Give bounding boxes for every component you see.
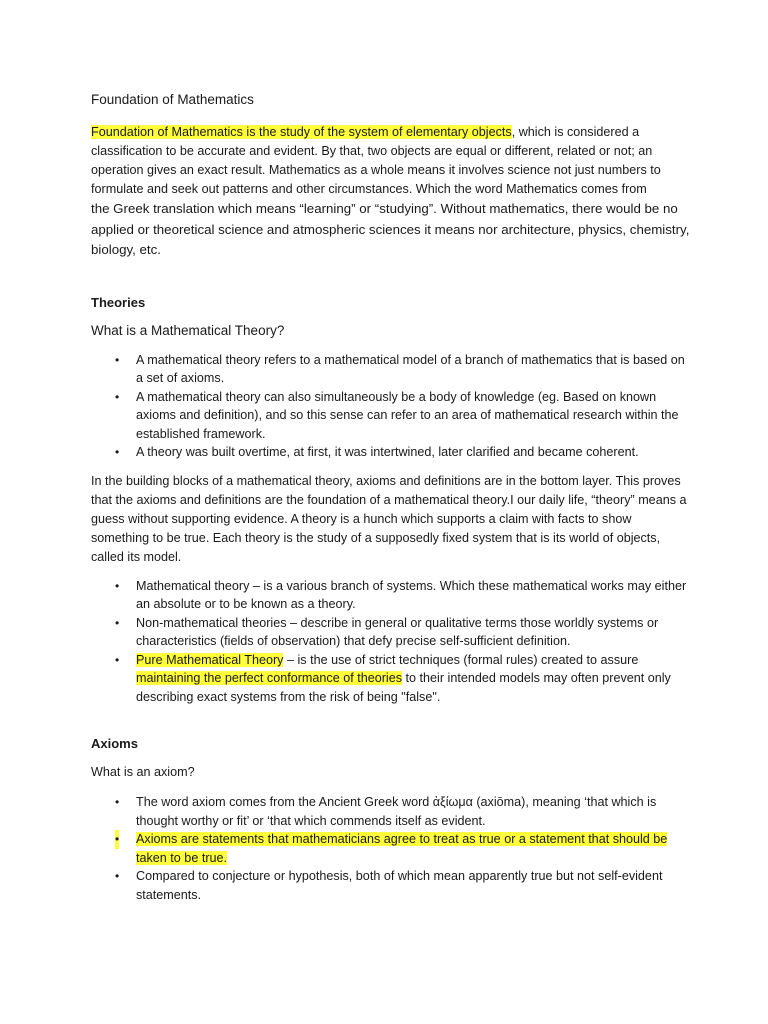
- bullet-icon: •: [115, 795, 120, 809]
- intro-paragraph-2: the Greek translation which means “learning” or “studying”. Without mathematics, there would be no applied or theoretical science and atmospheric sciences it means nor architecture, physics, chemistry, biology, etc.: [91, 201, 690, 257]
- list-item-text: Compared to conjecture or hypothesis, both of which mean apparently true but not self-evident statements.: [136, 869, 663, 902]
- list-item-text: The word axiom comes from the Ancient Greek word ἀξίωμα (axiōma), meaning ‘that which is thought worthy or fit’ or ‘that which commends itself as evident.: [136, 795, 657, 828]
- list-item: [91, 443, 691, 462]
- theories-question: What is a Mathematical Theory?: [91, 322, 285, 338]
- list-item: [91, 351, 691, 388]
- pure-theory-highlight: Pure Mathematical Theory: [136, 652, 284, 667]
- list-item-text: Non-mathematical theories – describe in general or qualitative terms those worldly systems or characteristics (fields of observation) that defy precise self-sufficient definition.: [136, 615, 659, 648]
- list-item-text: to their intended models may often prevent only describing exact systems from the risk of being "false".: [136, 671, 671, 704]
- bullet-icon: •: [115, 352, 120, 367]
- axiom-definition-highlight: Axioms are statements that mathematicians agree to treat as true or a statement that should be taken to be true.: [136, 832, 668, 865]
- list-item: [91, 614, 691, 651]
- list-item: [91, 651, 691, 707]
- list-item: [91, 577, 691, 614]
- conformance-highlight: maintaining the perfect conformance of theories: [136, 671, 403, 685]
- theories-paragraph: In the building blocks of a mathematical theory, axioms and definitions are in the bottom layer. This proves that the axioms and definitions are the foundation of a mathematical theory.I our daily life, “theory” means a guess without supporting evidence. A theory is a hunch which supports a claim with facts to show something to be true. Each theory is the study of a supposedly fixed system that is its world of objects, called its model.: [91, 473, 687, 564]
- theories-list-2: [91, 577, 691, 707]
- axioms-heading: Axioms: [91, 736, 138, 751]
- list-item-text: A mathematical theory refers to a mathematical model of a branch of mathematics that is based on a set of axioms.: [136, 352, 685, 385]
- bullet-icon: •: [115, 869, 120, 883]
- list-item-text: A theory was built overtime, at first, it was intertwined, later clarified and became coherent.: [136, 445, 639, 459]
- list-item: [91, 867, 691, 904]
- bullet-icon: •: [115, 445, 120, 459]
- theories-heading: Theories: [91, 294, 146, 310]
- list-item-text: – is the use of strict techniques (formal rules) created to assure: [283, 652, 639, 667]
- document-page: [91, 92, 691, 904]
- bullet-icon: •: [115, 389, 120, 404]
- bullet-icon: •: [115, 830, 119, 849]
- list-item: [91, 388, 691, 444]
- intro-paragraph: [91, 123, 691, 199]
- list-item-text: Mathematical theory – is a various branch of systems. Which these mathematical works may either an absolute or to be known as a theory.: [136, 578, 687, 611]
- intro-text: , which is considered a classification to be accurate and evident. By that, two objects are equal or different, related or not; an operation gives an exact result. Mathematics as a whole means it involves science not just numbers to formulate and seek out patterns and other circumstances. Which the word Mathematics comes from: [91, 125, 661, 196]
- list-item: [91, 793, 691, 830]
- doc-title: Foundation of Mathematics: [91, 92, 254, 107]
- axioms-question: What is an axiom?: [91, 765, 195, 779]
- list-item-highlighted: [91, 830, 691, 867]
- axioms-list: [91, 793, 691, 904]
- theories-list: [91, 351, 691, 462]
- bullet-icon: •: [115, 615, 120, 630]
- list-item-text: A mathematical theory can also simultaneously be a body of knowledge (eg. Based on known axioms and definition), and so this sense can refer to an area of mathematical research within the established framework.: [136, 389, 679, 441]
- bullet-icon: •: [115, 578, 120, 593]
- bullet-icon: •: [115, 652, 120, 667]
- intro-highlight: Foundation of Mathematics is the study of the system of elementary objects: [91, 125, 512, 139]
